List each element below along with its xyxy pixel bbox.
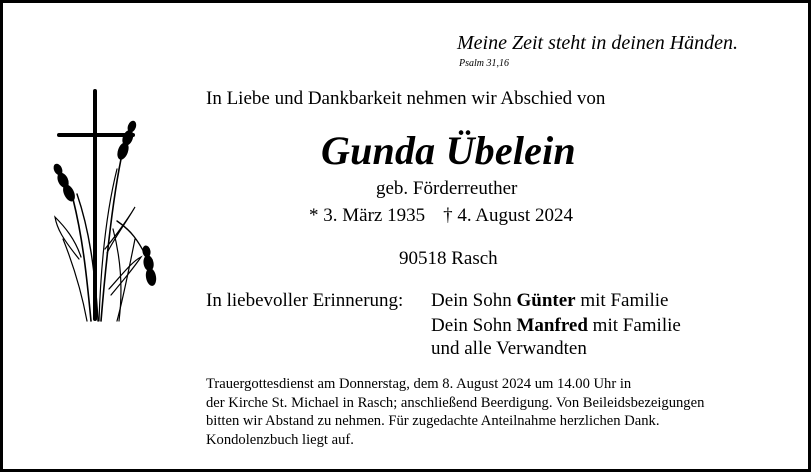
cross-with-wheat-icon [43, 89, 173, 329]
mourner-suffix: mit Familie [587, 315, 681, 336]
residence: 90518 Rasch [399, 248, 498, 269]
mourner-name: Manfred [516, 315, 588, 336]
motto: Meine Zeit steht in deinen Händen. [457, 32, 739, 54]
birth-date: * 3. März 1935 [309, 205, 426, 226]
deceased-name: Gunda Übelein [321, 128, 576, 173]
mourner-prefix: und alle Verwandten [431, 338, 587, 359]
mourner-line [431, 315, 681, 337]
mourner-prefix: Dein Sohn [431, 315, 517, 336]
notice-line: Kondolenzbuch liegt auf. [206, 431, 354, 448]
mourner-line [431, 338, 587, 360]
death-date: † 4. August 2024 [443, 205, 573, 226]
intro-text: In Liebe und Dankbarkeit nehmen wir Abschied von [206, 88, 606, 109]
mourner-name: Günter [516, 290, 576, 311]
service-notice [206, 375, 796, 449]
psalm-reference: Psalm 31,16 [459, 58, 509, 69]
mourner-suffix: mit Familie [575, 290, 669, 311]
mourner-prefix: Dein Sohn [431, 290, 517, 311]
mourner-line [431, 290, 669, 312]
birth-name: geb. Förderreuther [376, 178, 518, 199]
notice-line: bitten wir Abstand zu nehmen. Für zugedachte Anteilnahme herzlichen Dank. [206, 413, 660, 430]
notice-line: der Kirche St. Michael in Rasch; anschließend Beerdigung. Von Beileidsbezeigungen [206, 394, 705, 411]
life-dates [309, 205, 573, 227]
notice-line: Trauergottesdienst am Donnerstag, dem 8. August 2024 um 14.00 Uhr in [206, 376, 632, 392]
memory-label: In liebevoller Erinnerung: [206, 290, 404, 311]
